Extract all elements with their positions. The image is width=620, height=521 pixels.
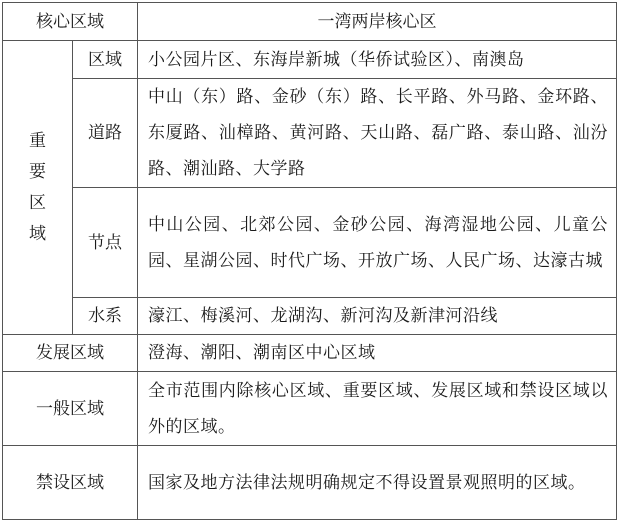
- important-sub-label: 区域: [73, 41, 138, 79]
- zone-label: 一般区域: [3, 372, 138, 446]
- important-zone-label: [3, 41, 73, 335]
- important-sub-value: 中山公园、北郊公园、金砂公园、海湾湿地公园、儿童公园、星湖公园、时代广场、开放广场、人民广场、达濠古城: [138, 188, 617, 298]
- important-zone-char: 要: [29, 161, 46, 182]
- important-sub-label: 节点: [73, 188, 138, 298]
- important-sub-value: 濠江、梅溪河、龙湖沟、新河沟及新津河沿线: [138, 298, 617, 335]
- zone-value: 全市范围内除核心区域、重要区域、发展区域和禁设区域以外的区域。: [138, 372, 617, 446]
- important-sub-label: 道路: [73, 79, 138, 188]
- important-zone-char: 域: [29, 223, 46, 244]
- table-row-prohibited: [3, 446, 617, 520]
- important-zone-char: 重: [29, 130, 46, 151]
- important-sub-value: 小公园片区、东海岸新城（华侨试验区）、南澳岛: [138, 41, 617, 79]
- table-row-core: [3, 3, 617, 41]
- zone-label: 发展区域: [3, 335, 138, 372]
- important-sub-label: 水系: [73, 298, 138, 335]
- zone-value: 国家及地方法律法规明确规定不得设置景观照明的区域。: [138, 446, 617, 520]
- table-row-important-nodes: [3, 188, 617, 298]
- table-row-important-area: [3, 41, 617, 79]
- zone-value: 澄海、潮阳、潮南区中心区域: [138, 335, 617, 372]
- table-row-important-water: [3, 298, 617, 335]
- table-row-development: [3, 335, 617, 372]
- important-zone-char: 区: [29, 192, 46, 213]
- core-zone-label: 核心区域: [3, 3, 138, 41]
- zone-label: 禁设区域: [3, 446, 138, 520]
- important-sub-value: 中山（东）路、金砂（东）路、长平路、外马路、金环路、东厦路、汕樟路、黄河路、天山路、磊广路、泰山路、汕汾路、潮汕路、大学路: [138, 79, 617, 188]
- lighting-zones-table: [2, 2, 617, 520]
- table-row-general: [3, 372, 617, 446]
- core-zone-value: 一湾两岸核心区: [138, 3, 617, 41]
- table-row-important-roads: [3, 79, 617, 188]
